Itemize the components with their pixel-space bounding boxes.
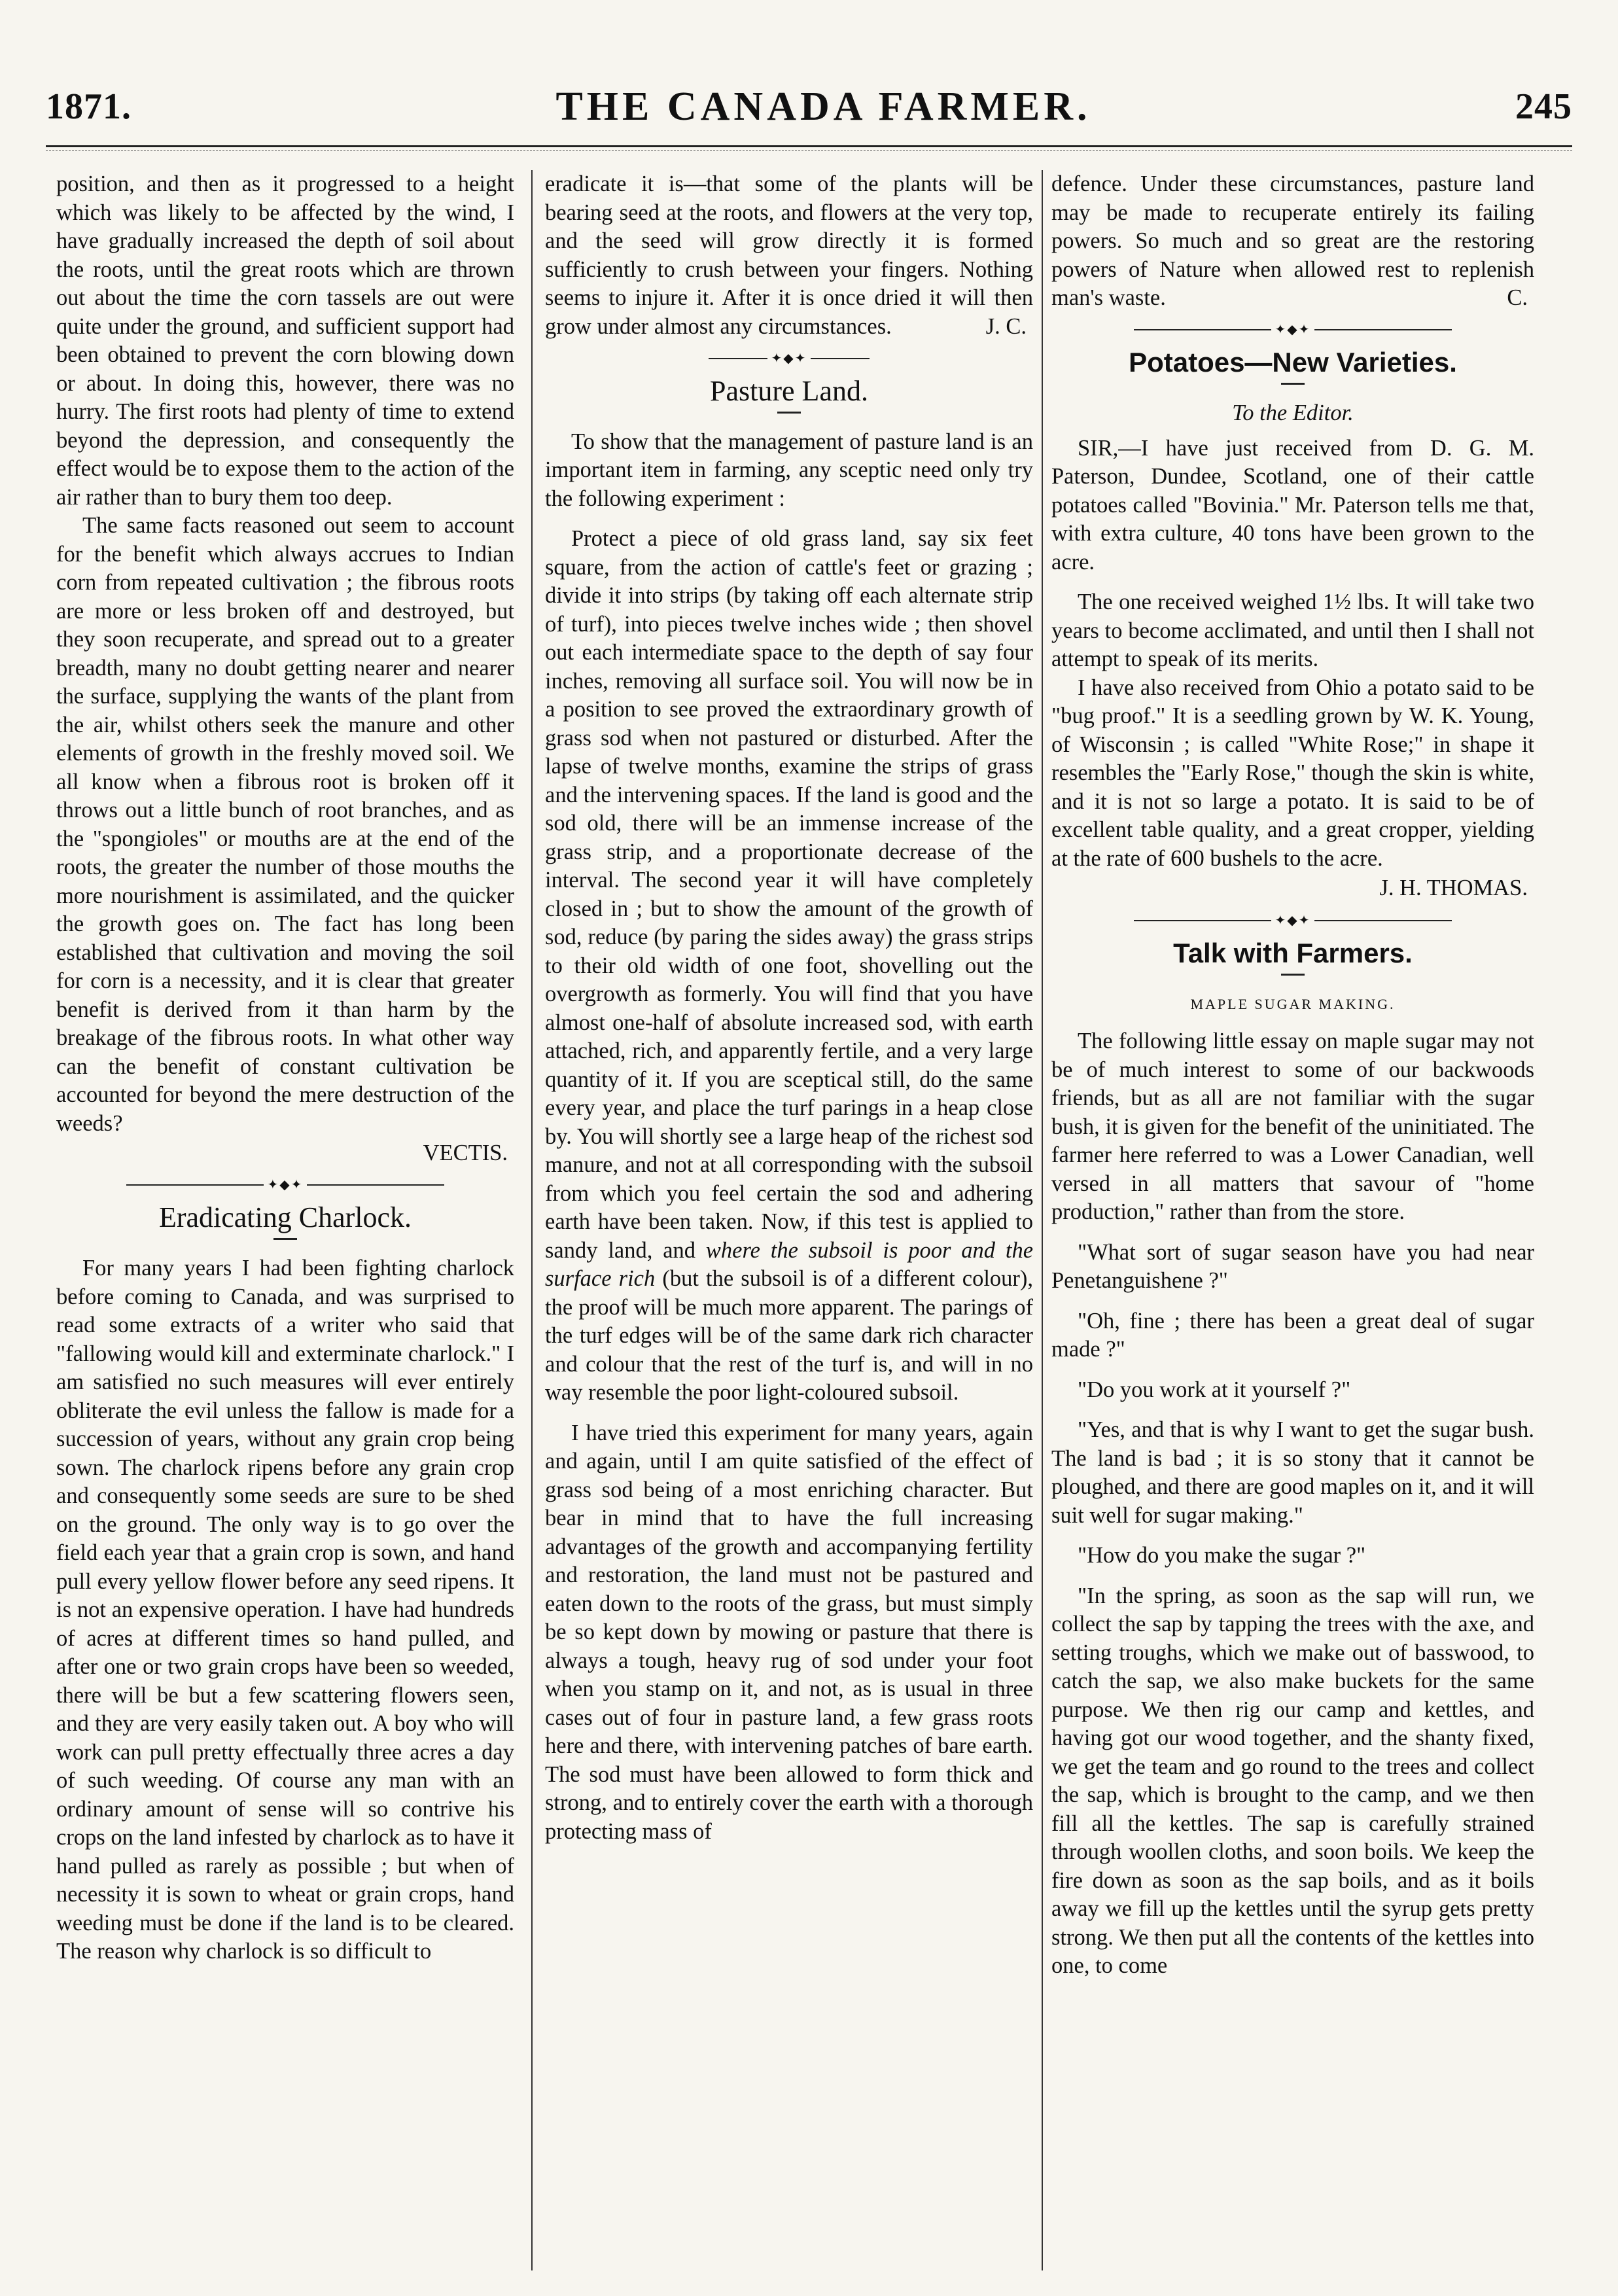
article-text: eradicate it is—that some of the plants will be bearing seed at the roots, and flowers at the very top, and the seed will grow directly it is formed sufficiently to crush between your fingers. Nothing seems to injure it. After it is once dried it will then grow under almost any circumstances. bbox=[545, 171, 1033, 339]
article-paragraph: "In the spring, as soon as the sap will run, we collect the sap by tapping the trees with the axe, and setting troughs, which we make out of basswood, to catch the sap, we also make buckets for the same purpose. We then rig our camp and kettles, and having got our wood together, and the shanty fixed, we get the team and go round to the trees and collect the sap, which is brought to the camp, and we then fill all the kettles. The sap is carefully strained through woollen cloths, and soon boils. We keep the fire down as soon as the sap boils, and as it boils away we fill up the kettles until the syrup gets pretty strong. We then put all the contents of the kettles into one, to come bbox=[1051, 1583, 1534, 1979]
article-signature: VECTIS. bbox=[423, 1140, 508, 1165]
article-paragraph: "Yes, and that is why I want to get the sugar bush. The land is bad ; it is so stony that it cannot be ploughed, and there are good maples on it, and it will suit well for sugar making." bbox=[1051, 1417, 1534, 1528]
article-paragraph: The following little essay on maple sugar may not be of much interest to some of our backwoods friends, but as all are not familiar with the sugar bush, it is given for the benefit of the uninitiated. The farmer here referred to was a Lower Canadian, well versed in all matters that savour of "home production," rather than from the store. bbox=[1051, 1029, 1534, 1225]
article-paragraph: "Do you work at it yourself ?" bbox=[1078, 1377, 1351, 1402]
masthead-title: THE CANADA FARMER. bbox=[555, 84, 1091, 129]
article-text: defence. Under these circumstances, pasture land may be made to recuperate entirely its failing powers. So much and so great are the restoring powers of Nature when allowed rest to replenish man's waste. bbox=[1051, 171, 1534, 310]
page-number: 245 bbox=[1515, 86, 1572, 127]
article-paragraph: The one received weighed 1½ lbs. It will take two years to become acclimated, and until then I shall not attempt to speak of its merits. bbox=[1051, 590, 1534, 672]
italic-text: where the subsoil is poor and the surface rich bbox=[545, 1237, 1033, 1292]
column-1 bbox=[56, 170, 514, 2264]
article-signature: J. C. bbox=[985, 313, 1027, 339]
article-paragraph: "What sort of sugar season have you had near Penetanguishene ?" bbox=[1051, 1239, 1534, 1294]
article-text: Protect a piece of old grass land, say six feet square, from the action of cattle's feet or grazing ; divide it into strips (by taking off each alternate strip of turf), into pieces twelve inches wide ; then shovel out each intermediate space to the depth of say four inches, removing all surface soil. You will now be in a position to see proved the extraordinary growth of grass sod when not pastured or disturbed. After the lapse of twelve months, examine the strips of grass and the intervening spaces. If the land is good and the sod old, there will be an immense increase of the grass strip, and a proportionate decrease of the interval. The second year it will have completely closed in ; but to show the amount of the growth of sod, reduce (by paring the sides away) the grass strips to their old width of one foot, shovelling out the overgrowth as formerly. You will find that you have almost one-half of absolute increased sod, with earth attached, rich, and apparently fertile, and a very large quantity of it. If you are sceptical still, do the same every year, and place the turf parings in a heap close by. You will shortly see a large heap of the richest sod manure, and not at all corresponding with the subsoil from which you feel certain the sod and adhering earth have been taken. Now, if this test is applied to sandy land, and bbox=[545, 526, 1033, 1263]
article-paragraph: "How do you make the sugar ?" bbox=[1078, 1543, 1366, 1568]
article-paragraph: position, and then as it progressed to a height which was likely to be affected by the wind, I have gradually increased the depth of soil about the roots, until the great roots which are thrown out about the time the corn tassels are out were quite under the ground, and sufficient support had been obtained to prevent the corn blowing down or about. In doing this, however, there was no hurry. The first roots had plenty of time to extend beyond the depression, and consequently the effect would be to expose them to the action of the air rather than to bury them too deep. bbox=[56, 171, 514, 510]
header-year: 1871. bbox=[46, 86, 132, 127]
article-paragraph bbox=[545, 525, 1033, 1407]
section-ornament: ✦◆✦ bbox=[56, 1174, 514, 1195]
section-ornament: ✦◆✦ bbox=[1051, 319, 1534, 340]
section-ornament: ✦◆✦ bbox=[1051, 910, 1534, 930]
article-heading: Pasture Land. bbox=[710, 374, 868, 407]
column-divider-1 bbox=[531, 170, 533, 2270]
section-ornament: ✦◆✦ bbox=[545, 347, 1033, 368]
article-subheading: MAPLE SUGAR MAKING. bbox=[1190, 995, 1396, 1012]
article-paragraph: "Oh, fine ; there has been a great deal of sugar made ?" bbox=[1051, 1308, 1534, 1362]
article-paragraph: For many years I had been fighting charlock before coming to Canada, and was surprised to read some extracts of a writer who said that "fallowing would kill and exterminate charlock." I am satisfied no such measures will ever entirely obliterate the evil unless the fallow is made for a succession of years, without any grain crop being sown. The charlock ripens before any grain crop and consequently some seeds are sure to be shed on the ground. The only way is to go over the field each year that a grain crop is sown, and hand pull every yellow flower before any seed ripens. It is not an expensive operation. I have had hundreds of acres at different times so hand pulled, and after one or two grain crops have been so weeded, there will be but a few scattering flowers seen, and they are very easily taken out. A boy who will work can pull pretty effectually three acres a day of such weeding. Of course any man with an ordinary amount of sense will so contrive his crops on the land infested by charlock as to have it hand pulled as rarely as possible ; but when of necessity it is sown to wheat or grain crops, hand weeding must be done if the land is to be cleared. The reason why charlock is so difficult to bbox=[56, 1256, 514, 1964]
article-signature: C. bbox=[1507, 285, 1528, 310]
article-paragraph: SIR,—I have just received from D. G. M. Paterson, Dundee, Scotland, one of their cattle potatoes called "Bovinia." Mr. Paterson tells me that, with extra culture, 40 tons have been grown to the acre. bbox=[1051, 435, 1534, 574]
header-rule-dashed bbox=[46, 150, 1572, 151]
article-heading: Eradicating Charlock. bbox=[158, 1201, 412, 1234]
page-header bbox=[46, 77, 1572, 136]
article-signature: J. H. THOMAS. bbox=[1379, 875, 1528, 901]
heading-dash bbox=[1281, 383, 1305, 385]
article-text: (but the subsoil is of a different colour), the proof will be much more apparent. The parings of the turf edges will be of the same dark rich character and colour that the rest of the turf is, and will in no way resemble the poor light-coloured subsoil. bbox=[545, 1266, 1033, 1405]
heading-dash bbox=[1281, 974, 1305, 976]
article-paragraph: The same facts reasoned out seem to account for the benefit which always accrues to Indian corn from repeated cultivation ; the fibrous roots are more or less broken off and destroyed, but they soon recuperate, and spread out to a greater breadth, many no doubt getting nearer and nearer the surface, supplying the wants of the plant from the air, whilst others seek the manure and other elements of growth in the freshly moved soil. We all know when a fibrous root is broken off it throws out a little bunch of root branches, and as the "spongioles" or mouths are at the end of the roots, the greater the number of those mouths the more nourishment is assimilated, and the quicker the growth goes on. The fact has long been established that cultivation and moving the soil for corn is a necessity, and it is clear that greater benefit is derived from it than harm by the breakage of the fibrous roots. In what other way can the benefit of constant cultivation be accounted for beyond the mere destruction of the weeds? bbox=[56, 513, 514, 1136]
article-heading: Potatoes—New Varieties. bbox=[1129, 347, 1457, 378]
heading-dash bbox=[273, 1238, 297, 1240]
heading-dash bbox=[777, 412, 801, 414]
column-divider-2 bbox=[1042, 170, 1043, 2270]
article-paragraph: To show that the management of pasture land is an important item in farming, any sceptic need only try the following experiment : bbox=[545, 429, 1033, 511]
header-rule bbox=[46, 145, 1572, 147]
column-2 bbox=[545, 170, 1033, 2264]
article-paragraph: I have also received from Ohio a potato said to be "bug proof." It is a seedling grown by W. K. Young, of Wisconsin ; is called "White Rose;" in shape it resembles the "Early Rose," though the skin is white, and it is not so large a potato. It is said to be of excellent table quality, and a great cropper, yielding at the rate of 600 bushels to the acre. bbox=[1051, 675, 1534, 871]
article-paragraph bbox=[545, 170, 1033, 341]
article-paragraph bbox=[1051, 170, 1534, 313]
dateline: To the Editor. bbox=[1232, 400, 1354, 426]
article-heading: Talk with Farmers. bbox=[1173, 937, 1413, 968]
article-paragraph: I have tried this experiment for many years, again and again, until I am quite satisfied of the effect of grass sod being of a most enriching character. But bear in mind that to have the full increasing advantages of the growth and accompanying fertility and restoration, the land must not be pastured and eaten down to the roots of the grass, but must simply be so kept down by mowing or pasture that there is always a tough, heavy rug of sod under your foot when you stamp on it, and not, as is usual in three cases out of four in pasture land, a few grass roots here and there, with intervening patches of bare earth. The sod must have been allowed to form thick and strong, and to entirely cover the earth with a thorough protecting mass of bbox=[545, 1420, 1033, 1844]
column-3 bbox=[1051, 170, 1534, 2264]
